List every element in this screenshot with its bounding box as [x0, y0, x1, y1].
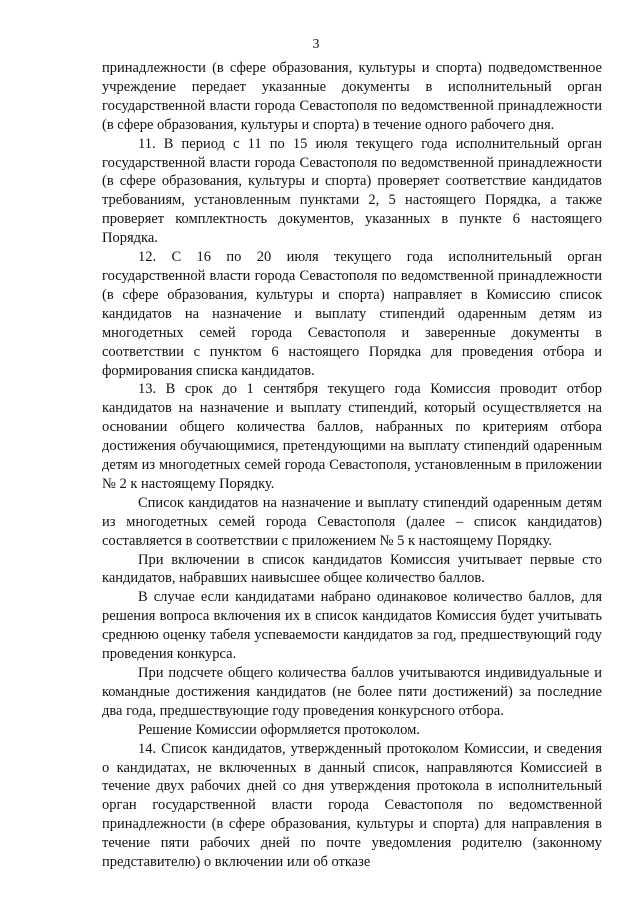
paragraph-achievements: При подсчете общего количества баллов учитываются индивидуальные и командные достижения кандидатов (не более пяти достижений) за последние два года, предшествующие году проведения конкурсного отбора. [102, 665, 602, 719]
paragraph-candidate-list: Список кандидатов на назначение и выплату стипендий одаренным детям из многодетных семей города Севастополя (далее – список кандидатов) составляется в соответствии с приложением № 5 к настоящему Порядку. [102, 494, 602, 549]
paragraph-top-hundred: При включении в список кандидатов Комиссия учитывает первые сто кандидатов, набравших наивысшее общее количество баллов. [102, 551, 602, 587]
paragraph-continuation: принадлежности (в сфере образования, культуры и спорта) подведомственное учреждение передает указанные документы в исполнительный орган государственной власти города Севастополя по ведомственной принадлежности (в сфере образования, культуры и спорта) в течение одного рабочего дня. [102, 60, 602, 133]
paragraph-item-12: 12. С 16 по 20 июля текущего года исполнительный орган государственной власти города Севастополя по ведомственной принадлежности (в сфере образования, культуры и спорта) направляет в Комиссию список кандидатов на назначение и выплату стипендий одаренным детям из многодетных семей города Севастополя и заверенные документы в соответствии с пунктом 6 настоящего Порядка для проведения отбора и формирования списка кандидатов. [102, 249, 602, 379]
page-number: 3 [312, 37, 320, 52]
paragraph-item-13: 13. В срок до 1 сентября текущего года Комиссия проводит отбор кандидатов на назначение и выплату стипендий, который осуществляется на основании общего количества баллов, набранных по критериям отбора достижения обучающимися, претендующими на выплату стипендий одаренным детям из многодетных семей города Севастополя, установленным в приложении № 2 к настоящему Порядку. [102, 381, 602, 492]
paragraph-protocol: Решение Комиссии оформляется протоколом. [138, 721, 420, 738]
paragraph-equal-points: В случае если кандидатами набрано одинаковое количество баллов, для решения вопроса включения их в список кандидатов Комиссия будет учитывать среднюю оценку табеля успеваемости кандидатов за год, предшествующий году проведения конкурса. [102, 589, 602, 663]
document-body [102, 59, 602, 872]
paragraph-item-14: 14. Список кандидатов, утвержденный протоколом Комиссии, и сведения о кандидатах, не включенных в данный список, направляются Комиссией в течение двух рабочих дней со дня утверждения протокола в исполнительный орган государственной власти города Севастополя по ведомственной принадлежности (в сфере образования, культуры и спорта) для направления в течение пяти рабочих дней по почте уведомления родителю (законному представителю) о включении или об отказе [102, 740, 602, 871]
paragraph-item-11: 11. В период с 11 по 15 июля текущего года исполнительный орган государственной власти города Севастополя по ведомственной принадлежности (в сфере образования, культуры и спорта) проверяет соответствие кандидатов требованиям, установленным пунктами 2, 5 настоящего Порядка, а также проверяет комплектность документов, указанных в пункте 6 настоящего Порядка. [102, 135, 602, 247]
